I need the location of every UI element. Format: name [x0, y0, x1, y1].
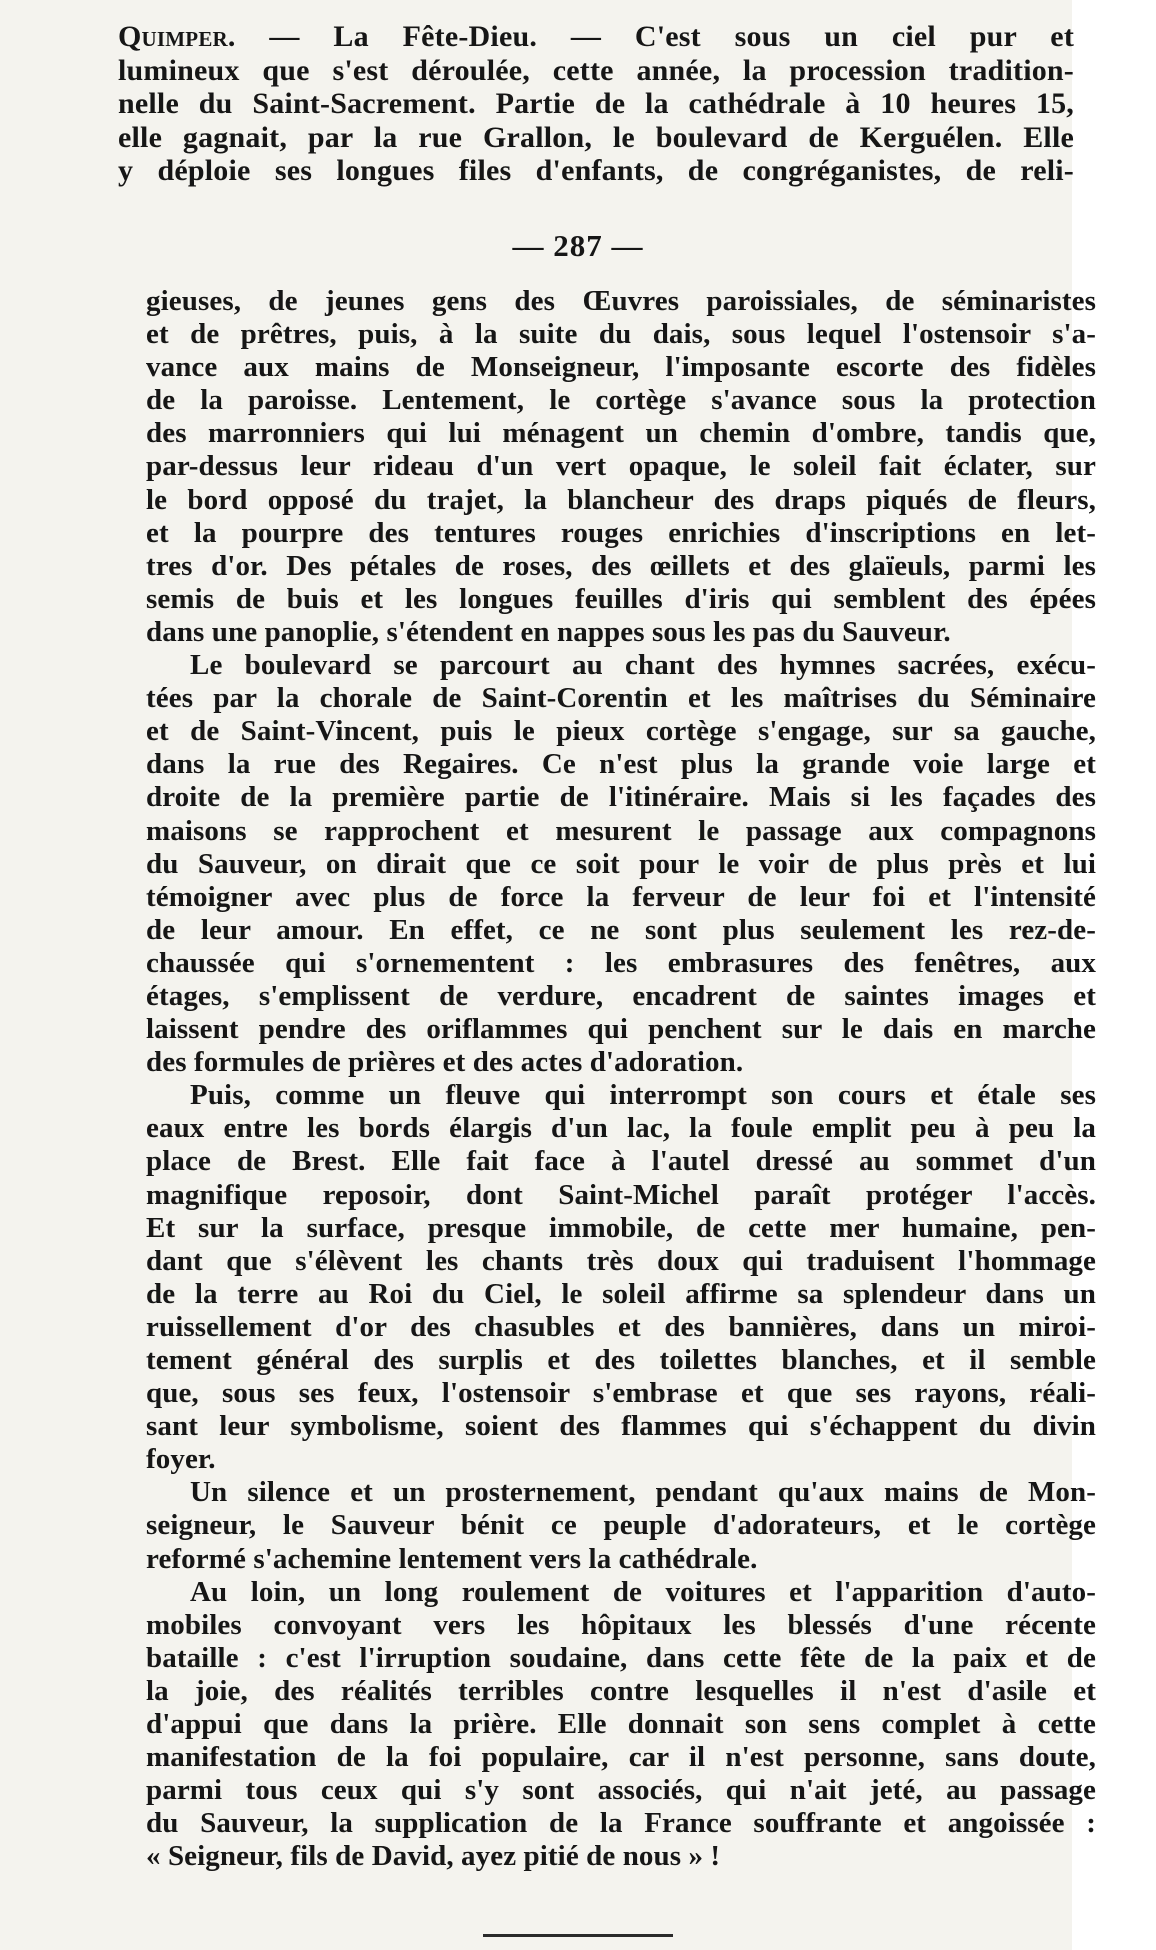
top-paragraph-line: lumineux que s'est déroulée, cette année, la procession tradition-	[118, 53, 1074, 87]
text-line: droite de la première partie de l'itinéraire. Mais si les façades des	[146, 781, 1096, 814]
text-line: dant que s'élèvent les chants très doux qui traduisent l'hommage	[146, 1244, 1096, 1277]
text-line: du Sauveur, on dirait que ce soit pour le voir de plus près et lui	[146, 847, 1096, 880]
text-line: place de Brest. Elle fait face à l'autel dressé au sommet d'un	[146, 1145, 1096, 1178]
top-line-text: C'est sous un ciel pur et	[634, 20, 1075, 53]
body-text	[146, 285, 1096, 1874]
place-name: Quimper.	[118, 20, 236, 53]
text-line: bataille : c'est l'irruption soudaine, dans cette fête de la paix et de	[146, 1641, 1096, 1674]
text-line: Puis, comme un fleuve qui interrompt son cours et étale ses	[190, 1079, 1096, 1112]
bottom-rule	[483, 1934, 673, 1937]
top-paragraph-line: elle gagnait, par la rue Grallon, le boulevard de Kerguélen. Elle	[118, 120, 1074, 154]
text-line: « Seigneur, fils de David, ayez pitié de nous » !	[146, 1840, 721, 1873]
text-line: mobiles convoyant vers les hôpitaux les blessés d'une récente	[146, 1608, 1096, 1641]
text-line: vance aux mains de Monseigneur, l'imposante escorte des fidèles	[146, 351, 1096, 384]
top-paragraph-line: nelle du Saint-Sacrement. Partie de la cathédrale à 10 heures 15,	[118, 87, 1074, 120]
top-paragraph	[118, 20, 1074, 188]
text-line: la joie, des réalités terribles contre lesquelles il n'est d'asile et	[146, 1674, 1096, 1707]
text-line: eaux entre les bords élargis d'un lac, la foule emplit peu à peu la	[146, 1112, 1096, 1145]
text-line: du Sauveur, la supplication de la France souffrante et angoissée :	[146, 1807, 1096, 1840]
text-line: laissent pendre des oriflammes qui penchent sur le dais en marche	[146, 1013, 1096, 1046]
text-line: gieuses, de jeunes gens des Œuvres paroissiales, de séminaristes	[146, 285, 1096, 317]
top-paragraph-line	[118, 20, 1074, 54]
text-line: tres d'or. Des pétales de roses, des œillets et des glaïeuls, parmi les	[146, 549, 1096, 582]
text-line: dans la rue des Regaires. Ce n'est plus la grande voie large et	[146, 748, 1096, 781]
text-line: le bord opposé du trajet, la blancheur des draps piqués de fleurs,	[146, 483, 1096, 516]
text-line: parmi tous ceux qui s'y sont associés, qui n'ait jeté, au passage	[146, 1774, 1096, 1807]
text-line: magnifique reposoir, dont Saint-Michel paraît protéger l'accès.	[146, 1178, 1096, 1211]
text-line: tement général des surplis et des toilettes blanches, et il semble	[146, 1344, 1096, 1376]
text-line: sant leur symbolisme, soient des flammes qui s'échappent du divin	[146, 1410, 1096, 1443]
text-line: chaussée qui s'ornementent : les embrasures des fenêtres, aux	[146, 946, 1096, 979]
top-paragraph-line: y déploie ses longues files d'enfants, de congréganistes, de reli-	[118, 154, 1074, 187]
page-number: — 287 —	[512, 228, 644, 263]
text-line: et la pourpre des tentures rouges enrichies d'inscriptions en let-	[146, 516, 1096, 549]
text-line: et de prêtres, puis, à la suite du dais, sous lequel l'ostensoir s'a-	[146, 318, 1096, 351]
text-line: et de Saint-Vincent, puis le pieux cortège s'engage, sur sa gauche,	[146, 715, 1096, 748]
text-line: Le boulevard se parcourt au chant des hymnes sacrées, exécu-	[190, 649, 1096, 682]
text-line: ruissellement d'or des chasubles et des bannières, dans un miroi-	[146, 1310, 1096, 1343]
text-line: maisons se rapprochent et mesurent le passage aux compagnons	[146, 814, 1096, 847]
text-line: de leur amour. En effet, ce ne sont plus seulement les rez-de-	[146, 913, 1096, 946]
text-line: des marronniers qui lui ménagent un chemin d'ombre, tandis que,	[146, 417, 1096, 450]
text-line: tées par la chorale de Saint-Corentin et les maîtrises du Séminaire	[146, 682, 1096, 715]
text-line: de la paroisse. Lentement, le cortège s'avance sous la protection	[146, 384, 1096, 417]
text-line: que, sous ses feux, l'ostensoir s'embrase et que ses rayons, réali-	[146, 1377, 1096, 1410]
text-line: Un silence et un prosternement, pendant qu'aux mains de Mon-	[190, 1476, 1096, 1509]
text-line: semis de buis et les longues feuilles d'iris qui semblent des épées	[146, 582, 1096, 615]
text-line: des formules de prières et des actes d'adoration.	[146, 1046, 744, 1079]
text-line: dans une panoplie, s'étendent en nappes sous les pas du Sauveur.	[146, 615, 951, 648]
article-title: La Fête-Dieu.	[333, 20, 538, 53]
text-line: par-dessus leur rideau d'un vert opaque, le soleil fait éclater, sur	[146, 450, 1096, 483]
text-line: Au loin, un long roulement de voitures et l'apparition d'auto-	[190, 1575, 1096, 1608]
text-line: seigneur, le Sauveur bénit ce peuple d'adorateurs, et le cortège	[146, 1509, 1096, 1542]
text-line: foyer.	[146, 1443, 216, 1476]
text-line: manifestation de la foi populaire, car il n'est personne, sans doute,	[146, 1741, 1096, 1774]
text-line: témoigner avec plus de force la ferveur de leur foi et l'intensité	[146, 880, 1096, 913]
text-line: d'appui que dans la prière. Elle donnait son sens complet à cette	[146, 1708, 1096, 1741]
text-line: Et sur la surface, presque immobile, de cette mer humaine, pen-	[146, 1211, 1096, 1244]
dash: —	[537, 20, 635, 53]
dash: —	[235, 20, 334, 53]
text-line: de la terre au Roi du Ciel, le soleil affirme sa splendeur dans un	[146, 1277, 1096, 1310]
text-line: étages, s'emplissent de verdure, encadrent de saintes images et	[146, 979, 1096, 1012]
text-line: reformé s'achemine lentement vers la cathédrale.	[146, 1542, 758, 1575]
